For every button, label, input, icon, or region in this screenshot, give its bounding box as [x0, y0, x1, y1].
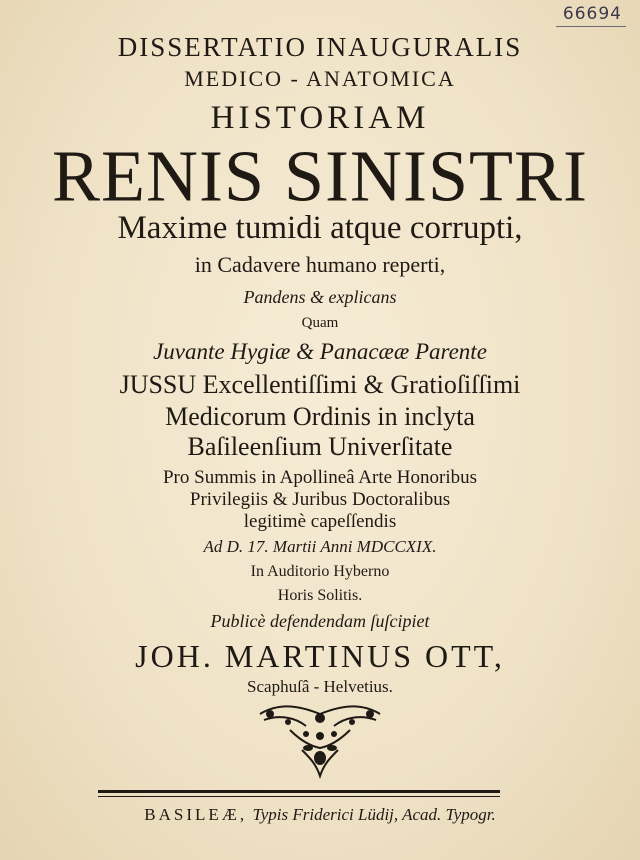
text-quam: Quam — [301, 315, 339, 331]
title-line-dissertatio: DISSERTATIO INAUGURALIS — [117, 32, 523, 62]
text-horis-solitis: Horis Solitis. — [277, 587, 363, 604]
imprint-place: BASILEÆ, — [144, 805, 248, 824]
text-publice-defendendam: Publicè defendendam ſuſcipiet — [210, 611, 430, 631]
subtitle-maxime-tumidi: Maxime tumidi atque corrupti, — [117, 210, 523, 246]
shelfmark-underline — [556, 26, 626, 27]
text-pro-summis: Pro Summis in Apollineâ Arte Honoribus — [162, 467, 478, 488]
text-medicorum-ordinis: Medicorum Ordinis in inclyta — [165, 402, 475, 431]
text-legitime: legitimè capeſſendis — [243, 511, 397, 532]
title-line-historiam: HISTORIAM — [210, 100, 430, 136]
text-privilegiis: Privilegiis & Juribus Doctoralibus — [189, 489, 451, 510]
text-auditorio: In Auditorio Hyberno — [250, 563, 390, 580]
text-juvante-hygiae: Juvante Hygiæ & Panacææ Parente — [153, 339, 487, 364]
text-jussu: JUSSU Excellentiſſimi & Gratioſiſſimi — [119, 370, 521, 399]
author-name: JOH. MARTINUS OTT, — [135, 638, 505, 674]
shelfmark-number: 66694 — [562, 4, 622, 24]
author-origin: Scaphuſâ - Helvetius. — [247, 677, 393, 696]
text-basileensium: Baſileenſium Univerſitate — [187, 432, 453, 461]
text-date: Ad D. 17. Martii Anni MDCCXIX. — [203, 537, 437, 556]
subtitle-pandens: Pandens & explicans — [243, 287, 397, 307]
subtitle-in-cadavere: in Cadavere humano reperti, — [194, 252, 446, 277]
main-title-renis-sinistri: RENIS SINISTRI — [51, 135, 589, 217]
floral-ornament-icon — [240, 700, 400, 780]
imprint-printer: Typis Friderici Lüdij, Acad. Typogr. — [252, 805, 496, 824]
imprint-thick-rule — [98, 790, 500, 793]
imprint-thin-rule — [98, 796, 500, 797]
title-line-medico-anatomica: MEDICO - ANATOMICA — [184, 66, 456, 91]
imprint — [0, 806, 640, 824]
